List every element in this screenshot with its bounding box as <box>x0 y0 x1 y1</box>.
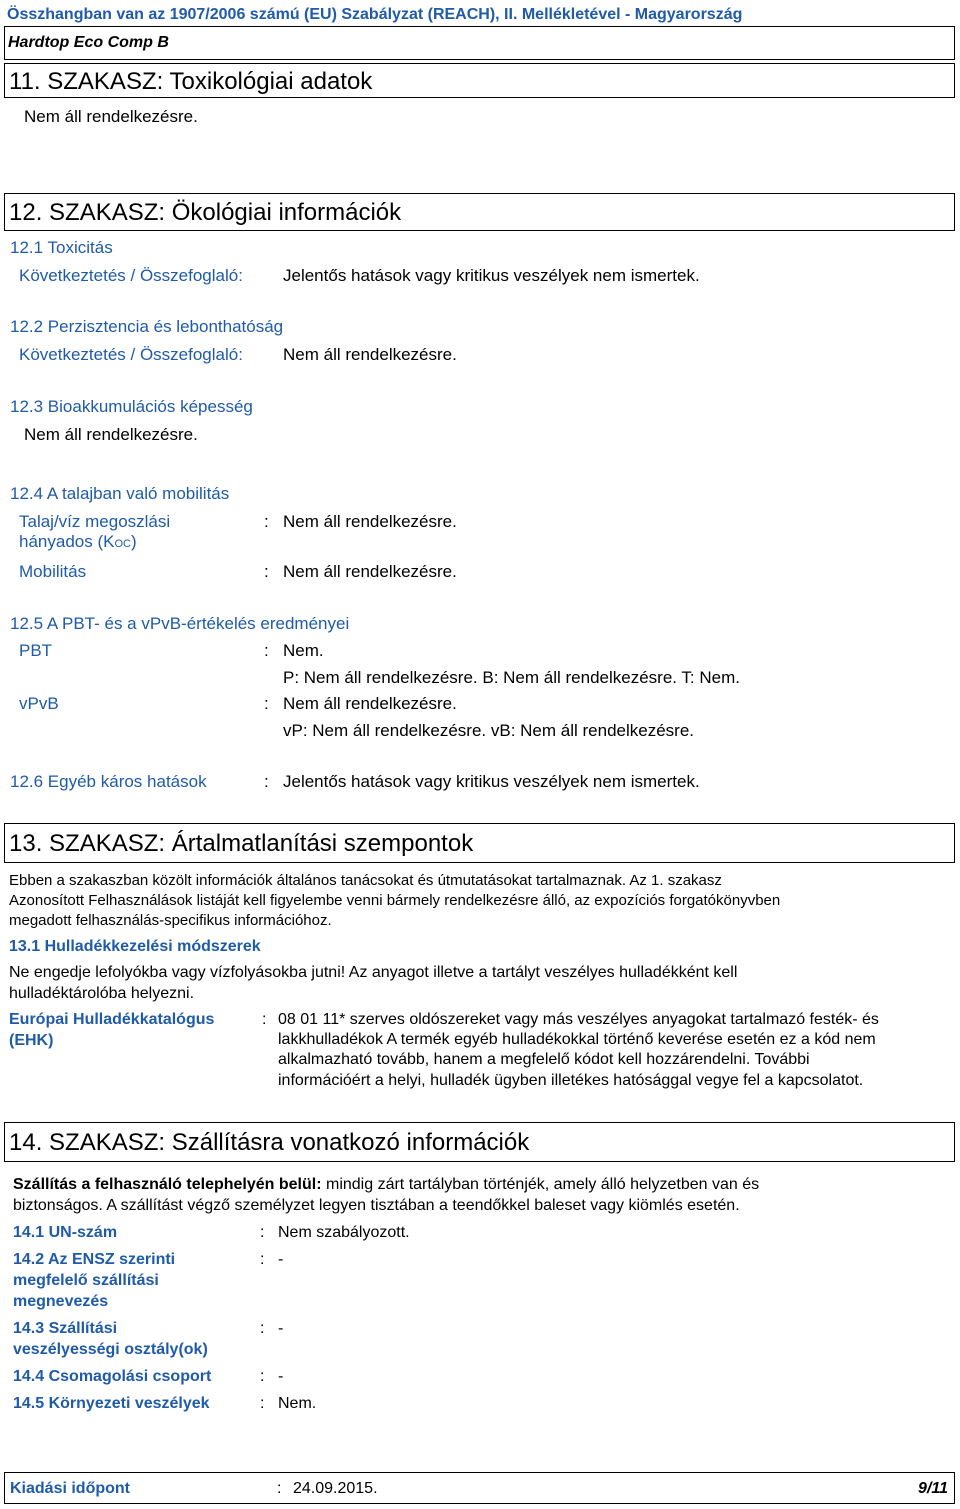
persistence-heading: 12.2 Perzisztencia és lebonthatóság <box>10 317 284 336</box>
section-14-title: 14. SZAKASZ: Szállításra vonatkozó információk <box>9 1129 530 1156</box>
section-11-text: Nem áll rendelkezésre. <box>24 107 198 126</box>
section-14-intro-line2: biztonságos. A szállítást végző személyzet legyen tisztában a teendőkkel baleset vagy kiömlés esetén. <box>13 1197 740 1214</box>
section-14-header <box>4 1122 955 1162</box>
product-name-box <box>4 26 955 60</box>
issue-date-label: Kiadási időpont <box>10 1480 130 1497</box>
koc-colon: : <box>264 512 269 531</box>
section-13-intro-line3: megadott felhasználás-specifikus információhoz. <box>9 912 332 929</box>
vpvb-value: Nem áll rendelkezésre. <box>283 694 457 713</box>
env-hazard-label: 14.5 Környezeti veszélyek <box>13 1395 210 1412</box>
section-13-header <box>4 823 955 863</box>
koc-value: Nem áll rendelkezésre. <box>283 512 457 531</box>
vpvb-detail: vP: Nem áll rendelkezésre. vB: Nem áll rendelkezésre. <box>283 721 694 740</box>
packing-group-label: 14.4 Csomagolási csoport <box>13 1368 212 1385</box>
issue-date-colon: : <box>277 1480 282 1497</box>
page-number: 9/11 <box>918 1480 948 1497</box>
hazard-class-colon: : <box>260 1320 265 1337</box>
un-number-label: 14.1 UN-szám <box>13 1224 118 1241</box>
hazard-class-value: - <box>278 1320 284 1337</box>
other-effects-colon: : <box>264 772 269 791</box>
bioaccumulation-heading: 12.3 Bioakkumulációs képesség <box>10 397 253 416</box>
ewc-line3: alkalmazható tovább, hanem a megfelelő kódot kell hozzárendelni. További <box>278 1051 810 1068</box>
hazard-class-label-line1: 14.3 Szállítási <box>13 1320 118 1337</box>
packing-group-value: - <box>278 1368 284 1385</box>
env-hazard-value: Nem. <box>278 1395 317 1412</box>
un-number-value: Nem szabályozott. <box>278 1224 410 1241</box>
section-11-header <box>4 63 955 98</box>
koc-label-line1: Talaj/víz megoszlási <box>19 512 171 531</box>
ewc-label-line1: Európai Hulladékkatalógus <box>9 1011 215 1028</box>
un-number-colon: : <box>260 1224 265 1241</box>
pbt-detail: P: Nem áll rendelkezésre. B: Nem áll rendelkezésre. T: Nem. <box>283 668 740 687</box>
pbt-colon: : <box>264 641 269 660</box>
shipping-name-value: - <box>278 1251 284 1268</box>
shipping-name-colon: : <box>260 1251 265 1268</box>
section-12-header <box>4 193 955 231</box>
toxicity-heading: 12.1 Toxicitás <box>10 238 113 257</box>
packing-group-colon: : <box>260 1368 265 1385</box>
toxicity-label: Következtetés / Összefoglaló: <box>19 266 243 285</box>
other-effects-label: 12.6 Egyéb káros hatások <box>10 772 207 791</box>
regulation-header: Összhangban van az 1907/2006 számú (EU) Szabályzat (REACH), II. Mellékletével - Magyarország <box>7 6 743 23</box>
shipping-name-label-line3: megnevezés <box>13 1293 109 1310</box>
issue-date-value: 24.09.2015. <box>293 1480 378 1497</box>
ewc-line1: 08 01 11* szerves oldószereket vagy más veszélyes anyagokat tartalmazó festék- és <box>278 1011 879 1028</box>
ewc-line4: információért a helyi, hulladék ügyben illetékes hatósággal vegye fel a kapcsolatot. <box>278 1072 864 1089</box>
hazard-class-label-line2: veszélyességi osztály(ok) <box>13 1341 208 1358</box>
section-14-intro-line1: Szállítás a felhasználó telephelyén belül: mindig zárt tartályban történjék, amely álló helyzetben van és <box>13 1176 760 1193</box>
pbt-value: Nem. <box>283 641 324 660</box>
vpvb-colon: : <box>264 694 269 713</box>
env-hazard-colon: : <box>260 1395 265 1412</box>
section-12-title: 12. SZAKASZ: Ökológiai információk <box>9 199 402 226</box>
vpvb-label: vPvB <box>19 694 59 713</box>
shipping-name-label-line2: megfelelő szállítási <box>13 1272 159 1289</box>
persistence-value: Nem áll rendelkezésre. <box>283 345 457 364</box>
mobility-colon: : <box>264 562 269 581</box>
shipping-name-label-line1: 14.2 Az ENSZ szerinti <box>13 1251 176 1268</box>
ewc-colon: : <box>262 1011 267 1028</box>
ewc-line2: lakkhulladékok A termék egyéb hulladékokkal történő keverése esetén ez a kód nem <box>278 1031 876 1048</box>
other-effects-value: Jelentős hatások vagy kritikus veszélyek nem ismertek. <box>283 772 700 791</box>
mobility-heading: 12.4 A talajban való mobilitás <box>10 484 230 503</box>
section-13-intro-line1: Ebben a szakaszban közölt információk általános tanácsokat és útmutatásokat tartalmaznak. Az 1. szakasz <box>9 872 722 889</box>
pbt-label: PBT <box>19 641 53 660</box>
section-13-title: 13. SZAKASZ: Ártalmatlanítási szempontok <box>9 830 474 857</box>
product-name: Hardtop Eco Comp B <box>8 34 169 51</box>
waste-methods-line1: Ne engedje lefolyókba vagy vízfolyásokba jutni! Az anyagot illetve a tartályt veszélyes hulladékként kell <box>9 964 738 981</box>
section-13-intro-line2: Azonosított Felhasználások listáját kell figyelembe venni bármely rendelkezésre álló, az expozíciós forgatókönyvben <box>9 892 781 909</box>
pbt-heading: 12.5 A PBT- és a vPvB-értékelés eredményei <box>10 614 350 633</box>
mobility-value: Nem áll rendelkezésre. <box>283 562 457 581</box>
waste-methods-heading: 13.1 Hulladékkezelési módszerek <box>9 938 261 955</box>
mobility-label: Mobilitás <box>19 562 87 581</box>
toxicity-value: Jelentős hatások vagy kritikus veszélyek nem ismertek. <box>283 266 700 285</box>
ewc-label-line2: (EHK) <box>9 1032 54 1049</box>
section-11-title: 11. SZAKASZ: Toxikológiai adatok <box>9 68 373 95</box>
footer-box <box>4 1472 955 1504</box>
persistence-label: Következtetés / Összefoglaló: <box>19 345 243 364</box>
waste-methods-line2: hulladéktárolóba helyezni. <box>9 985 195 1002</box>
koc-label-line2: hányados (KOC) <box>19 532 137 551</box>
bioaccumulation-value: Nem áll rendelkezésre. <box>24 425 198 444</box>
